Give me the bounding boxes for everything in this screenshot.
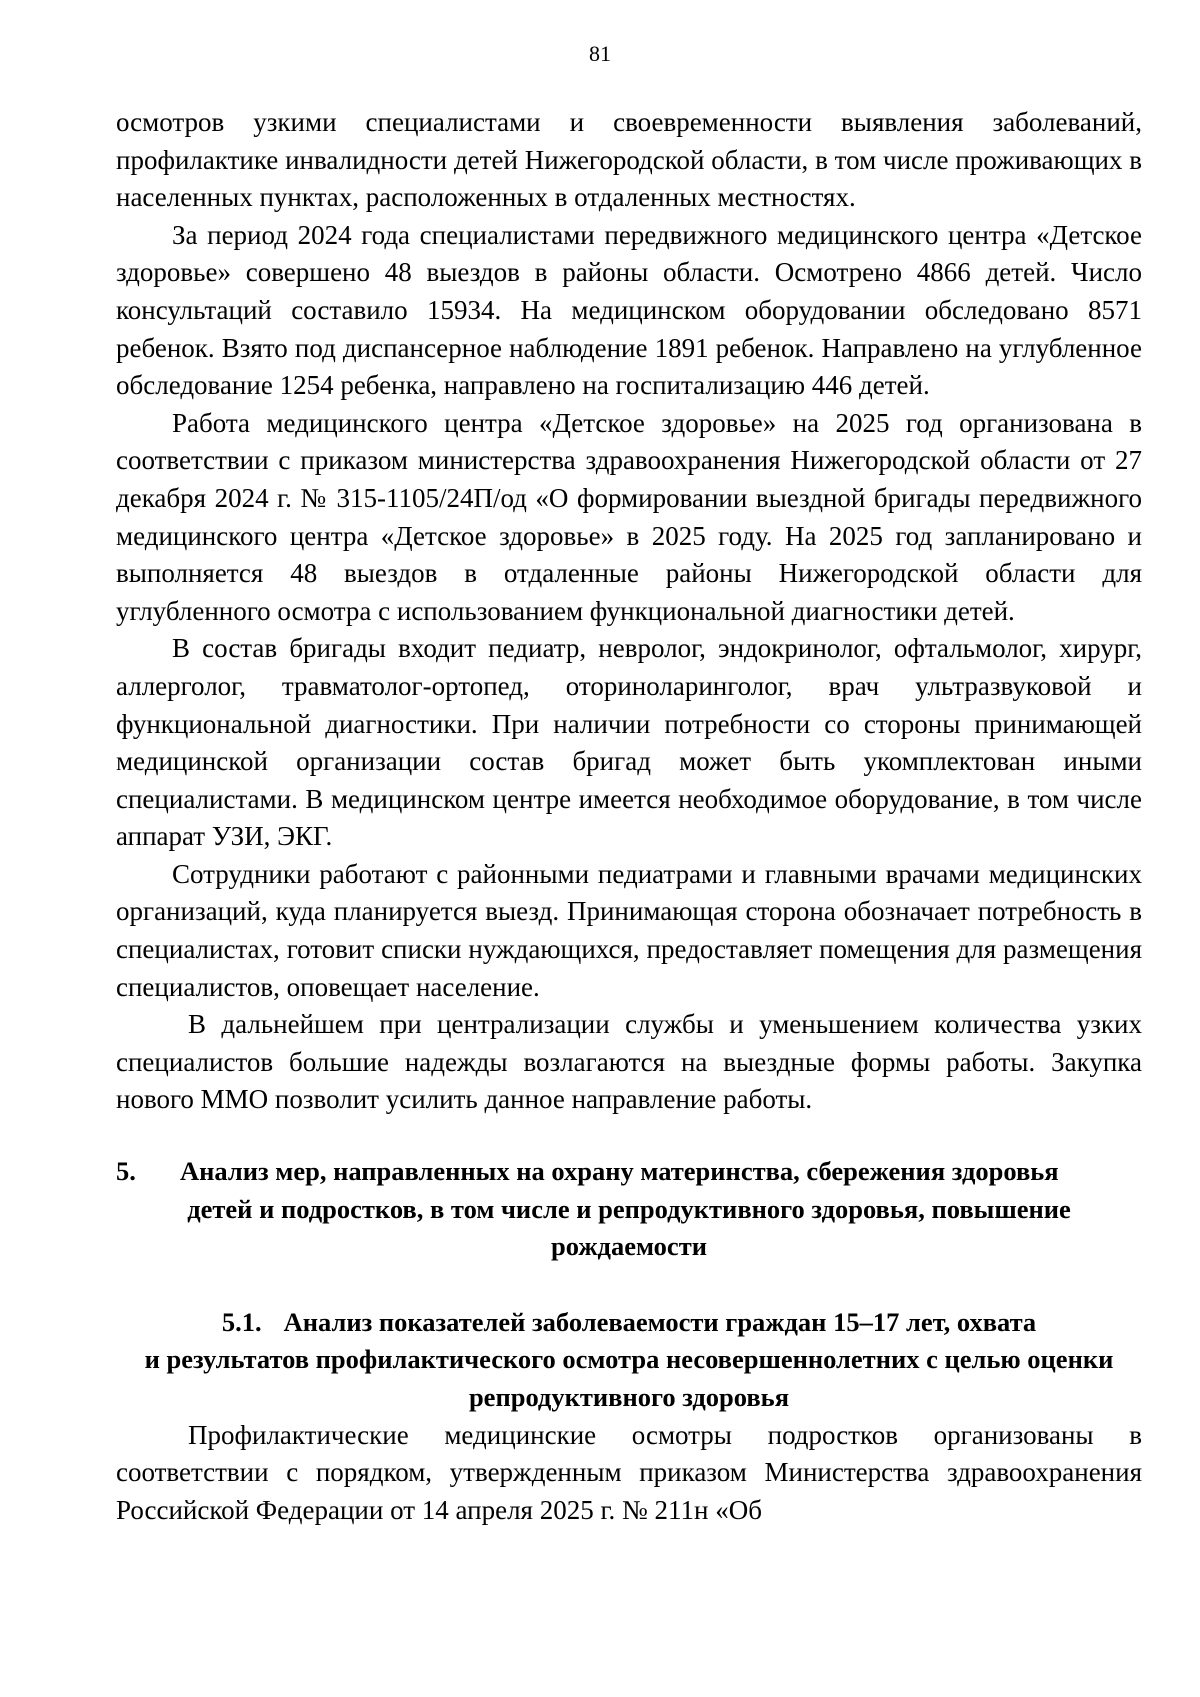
document-body: [116, 104, 1142, 1529]
section-5-1-number: 5.1.: [221, 1306, 262, 1337]
paragraph-preventive-exams: Профилактические медицинские осмотры подростков организованы в соответствии с порядком, утвержденным приказом Министерства здравоохранения Российской Федерации от 14 апреля 2025 г. № 211н «Об: [116, 1419, 1142, 1525]
section-5-1-heading: [116, 1304, 1142, 1417]
paragraph-2025-organization: Работа медицинского центра «Детское здоровье» на 2025 год организована в соответствии с приказом министерства здравоохранения Нижегородской области от 27 декабря 2024 г. № 315-1105/24П/од «О формировании выездной бригады передвижного медицинского центра «Детское здоровье» в 2025 году. На 2025 год запланировано и выполняется 48 выездов в отдаленные районы Нижегородской области для углубленного осмотра с использованием функциональной диагностики детей.: [116, 407, 1142, 626]
section-5-title-line1: Анализ мер, направленных на охрану материнства, сбережения здоровья: [180, 1156, 1059, 1187]
section-5-title-rest: детей и подростков, в том числе и репродуктивного здоровья, повышение рождаемости: [187, 1193, 1071, 1262]
paragraph-staff-cooperation: Сотрудники работают с районными педиатрами и главными врачами медицинских организаций, куда планируется выезд. Принимающая сторона обозначает потребность в специалистах, готовит списки нуждающихся, предоставляет помещения для размещения специалистов, оповещает население.: [116, 858, 1142, 1002]
section-5-1-title-line1: Анализ показателей заболеваемости граждан 15–17 лет, охвата: [283, 1306, 1037, 1337]
paragraph-continuation: осмотров узкими специалистами и своевременности выявления заболеваний, профилактике инвалидности детей Нижегородской области, в том числе проживающих в населенных пунктах, расположенных в отдаленных местностях.: [116, 107, 1142, 213]
paragraph-team-composition: В состав бригады входит педиатр, невролог, эндокринолог, офтальмолог, хирург, аллерголог, травматолог-ортопед, оториноларинголог, врач ультразвуковой и функциональной диагностики. При наличии потребности со стороны принимающей медицинской организации состав бригад может быть укомплектован иными специалистами. В медицинском центре имеется необходимое оборудование, в том числе аппарат УЗИ, ЭКГ.: [116, 633, 1142, 852]
page-number: 81: [589, 41, 611, 66]
paragraph-future-plans: В дальнейшем при централизации службы и уменьшением количества узких специалистов большие надежды возлагаются на выездные формы работы. Закупка нового ММО позволит усилить данное направление работы.: [116, 1009, 1142, 1115]
section-5-heading-first-line: [116, 1153, 1142, 1191]
section-5-heading: [116, 1153, 1142, 1266]
section-5-1-title-rest: и результатов профилактического осмотра несовершеннолетних с целью оценки репродуктивного здоровья: [144, 1344, 1114, 1412]
section-5-number: 5.: [116, 1156, 136, 1187]
paragraph-2024-results: За период 2024 года специалистами передвижного медицинского центра «Детское здоровье» совершено 48 выездов в районы области. Осмотрено 4866 детей. Число консультаций составило 15934. На медицинском оборудовании обследовано 8571 ребенок. Взято под диспансерное наблюдение 1891 ребенок. Направлено на углубленное обследование 1254 ребенка, направлено на госпитализацию 446 детей.: [116, 219, 1142, 401]
